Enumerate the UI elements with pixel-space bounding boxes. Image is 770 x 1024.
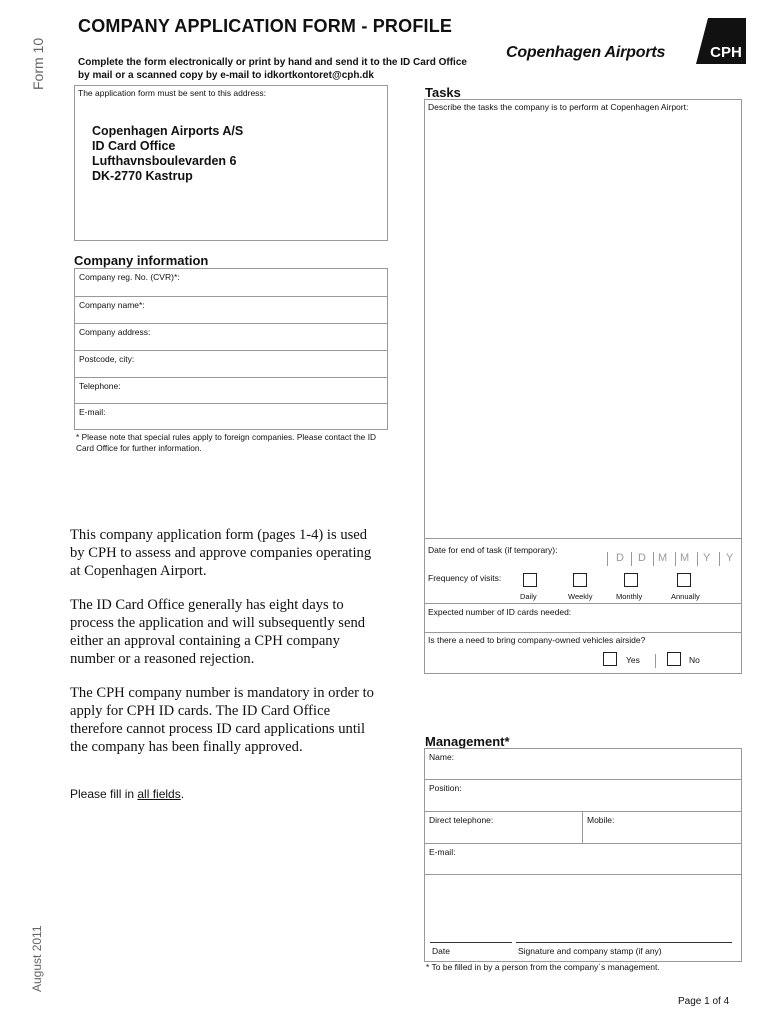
form-number-label: Form 10 xyxy=(30,37,46,90)
yes-no-separator xyxy=(655,654,656,668)
company-address-label: Company address: xyxy=(79,327,151,337)
form-date-label: August 2011 xyxy=(30,925,44,992)
address-line: DK-2770 Kastrup xyxy=(92,169,193,183)
vehicles-yes-checkbox[interactable] xyxy=(603,652,617,666)
address-line: Copenhagen Airports A/S xyxy=(92,124,244,138)
postcode-city-field[interactable] xyxy=(75,351,387,378)
management-note: * To be filled in by a person from the company´s management. xyxy=(426,962,660,972)
page-title: COMPANY APPLICATION FORM - PROFILE xyxy=(78,16,453,36)
foreign-companies-note: * Please note that special rules apply to foreign companies. Please contact the ID Card Office for further information. xyxy=(76,432,376,453)
management-name-field[interactable] xyxy=(425,749,741,780)
date-letter: Y xyxy=(726,552,734,564)
tasks-description-area[interactable] xyxy=(428,116,738,536)
logo-text: Copenhagen Airports xyxy=(506,44,666,61)
date-letter: D xyxy=(616,552,624,564)
company-info-heading: Company information xyxy=(74,253,209,268)
date-separator xyxy=(675,552,676,566)
daily-checkbox[interactable] xyxy=(523,573,537,587)
annually-label: Annually xyxy=(671,592,700,601)
intro-text: Complete the form electronically or print by hand and send it to the ID Card Office by mail or a scanned copy by e-mail to idkortkontoret@cph.dk xyxy=(78,57,467,81)
date-line xyxy=(430,942,512,943)
expected-cards-label: Expected number of ID cards needed: xyxy=(428,607,572,617)
fill-pre: Please fill in xyxy=(70,787,138,801)
monthly-label: Monthly xyxy=(616,592,643,601)
address-line: ID Card Office xyxy=(92,139,176,153)
monthly-checkbox[interactable] xyxy=(624,573,638,587)
mobile-label: Mobile: xyxy=(587,815,615,825)
no-label: No xyxy=(689,655,700,665)
page-number: Page 1 of 4 xyxy=(678,996,730,1007)
end-date-label: Date for end of task (if temporary): xyxy=(428,545,558,555)
date-separator xyxy=(697,552,698,566)
divider xyxy=(424,603,742,604)
date-label: Date xyxy=(432,946,450,956)
management-email-field[interactable] xyxy=(425,844,741,875)
telephone-label: Telephone: xyxy=(79,381,121,391)
logo-mark-text: CPH xyxy=(710,44,742,61)
direct-telephone-label: Direct telephone: xyxy=(429,815,494,825)
tasks-describe-label: Describe the tasks the company is to perform at Copenhagen Airport: xyxy=(428,102,689,112)
address-line: Lufthavnsboulevarden 6 xyxy=(92,154,237,168)
direct-telephone-field[interactable] xyxy=(425,812,583,844)
management-position-field[interactable] xyxy=(425,780,741,812)
yes-label: Yes xyxy=(626,655,640,665)
divider xyxy=(424,538,742,539)
date-letter: Y xyxy=(703,552,711,564)
processing-paragraph: The ID Card Office generally has eight days to process the application and will subsequently send either an approval containing a CPH company number or a reasoned rejection. xyxy=(70,597,366,667)
date-separator xyxy=(631,552,632,566)
daily-label: Daily xyxy=(520,592,537,601)
frequency-label: Frequency of visits: xyxy=(428,573,502,583)
email-label: E-mail: xyxy=(79,407,106,417)
weekly-label: Weekly xyxy=(568,592,593,601)
weekly-checkbox[interactable] xyxy=(573,573,587,587)
date-separator xyxy=(719,552,720,566)
signature-label: Signature and company stamp (if any) xyxy=(518,946,662,956)
management-position-label: Position: xyxy=(429,783,462,793)
divider xyxy=(424,632,742,633)
management-heading: Management* xyxy=(425,734,510,749)
date-letter: M xyxy=(658,552,668,564)
address-caption: The application form must be sent to this address: xyxy=(78,88,267,98)
telephone-field[interactable] xyxy=(75,378,387,404)
mandatory-paragraph: The CPH company number is mandatory in order to apply for CPH ID cards. The ID Card Office therefore cannot process ID card applications until the company has been finally approved. xyxy=(70,685,374,755)
company-info-form xyxy=(74,268,388,430)
company-reg-field[interactable] xyxy=(75,269,387,297)
company-name-field[interactable] xyxy=(75,297,387,324)
address-block xyxy=(92,124,243,184)
email-field[interactable] xyxy=(75,404,387,430)
annually-checkbox[interactable] xyxy=(677,573,691,587)
company-address-field[interactable] xyxy=(75,324,387,351)
all-fields-link: all fields xyxy=(137,787,181,801)
company-name-label: Company name*: xyxy=(79,300,145,310)
signature-area[interactable] xyxy=(428,878,738,940)
cph-logo-icon xyxy=(696,18,746,64)
management-email-label: E-mail: xyxy=(429,847,456,857)
tasks-heading: Tasks xyxy=(425,85,461,100)
fill-all-fields-note xyxy=(70,787,184,801)
postcode-city-label: Postcode, city: xyxy=(79,354,135,364)
intro-paragraph: This company application form (pages 1-4) is used by CPH to assess and approve companies operating at Copenhagen Airport. xyxy=(70,527,372,579)
date-separator xyxy=(607,552,608,566)
company-reg-label: Company reg. No. (CVR)*: xyxy=(79,272,180,282)
mobile-field[interactable] xyxy=(583,812,741,844)
management-name-label: Name: xyxy=(429,752,455,762)
expected-cards-input[interactable] xyxy=(428,618,738,632)
fill-post: . xyxy=(180,787,185,801)
vehicles-no-checkbox[interactable] xyxy=(667,652,681,666)
date-letter: D xyxy=(638,552,646,564)
date-separator xyxy=(653,552,654,566)
signature-line xyxy=(516,942,732,943)
vehicles-question: Is there a need to bring company-owned vehicles airside? xyxy=(428,635,646,645)
date-letter: M xyxy=(680,552,690,564)
